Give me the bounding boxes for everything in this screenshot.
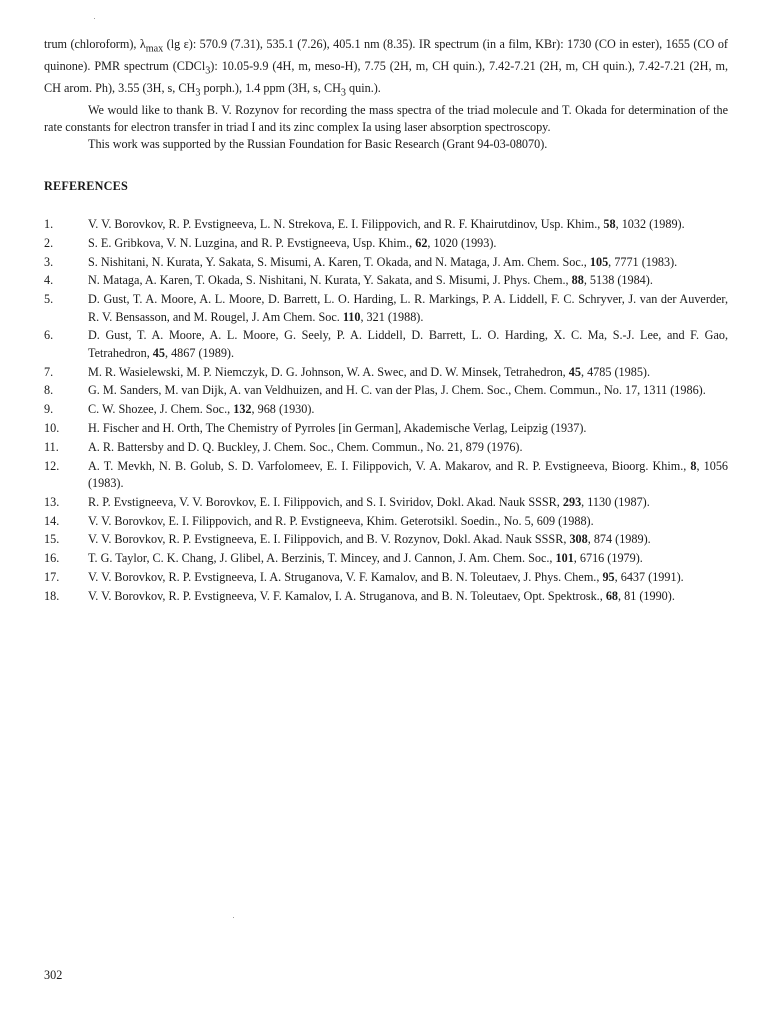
reference-text: D. Gust, T. A. Moore, A. L. Moore, D. Barrett, L. O. Harding, L. R. Markings, P. A. Liddell, F. C. Schryver, J. van der Auverder, R. V. Bensasson, and M. Rougel, J. Am Chem. Soc. 110, 321 (1988).: [88, 292, 728, 324]
reference-item: [44, 401, 728, 418]
reference-text: V. V. Borovkov, E. I. Filippovich, and R. P. Evstigneeva, Khim. Geterotsikl. Soedin., No. 5, 609 (1988).: [88, 513, 594, 528]
reference-text: R. P. Evstigneeva, V. V. Borovkov, E. I. Filippovich, and S. I. Sviridov, Dokl. Akad. Nauk SSSR, 293, 1130 (1987).: [88, 494, 650, 509]
reference-number: 2.: [44, 235, 54, 250]
spectrum-paragraph: trum (chloroform), $\lambda_{max}$ (lg ε): 570.9 (7.31), 535.1 (7.26), 405.1 nm (8.35). IR spectrum (in a film, KBr): 1730 (CO in ester), 1655 (CO of quinone). PMR spectrum (CDCl$_3$): 10.05-9.9 (4H, m, meso-H), 7.75 (2H, m, CH quin.), 7.42-7.21 (2H, m, CH quin.), 7.42-7.21 (2H, m, CH arom. Ph), 3.55 (3H, s, $CH_3$ porph.), 1.4 ppm (3H, s, $CH_3$ quin.).: [44, 37, 728, 99]
reference-number: 7.: [44, 364, 54, 379]
reference-number: 8.: [44, 383, 54, 398]
reference-item: [44, 235, 728, 252]
reference-item: [44, 439, 728, 456]
reference-number: 6.: [44, 328, 54, 343]
reference-number: 17.: [44, 569, 60, 584]
reference-item: [44, 458, 728, 493]
reference-item: [44, 216, 728, 233]
reference-item: [44, 254, 728, 271]
reference-text: A. R. Battersby and D. Q. Buckley, J. Chem. Soc., Chem. Commun., No. 21, 879 (1976).: [88, 439, 523, 454]
reference-item: [44, 291, 728, 326]
reference-number: 16.: [44, 551, 60, 566]
reference-item: [44, 513, 728, 530]
scan-speck: [94, 18, 95, 19]
reference-number: 1.: [44, 217, 54, 231]
reference-text: H. Fischer and H. Orth, The Chemistry of Pyrroles [in German], Akademische Verlag, Leipzig (1937).: [88, 420, 587, 435]
reference-number: 12.: [44, 458, 60, 473]
page-number: 302: [44, 968, 63, 982]
reference-item: [44, 272, 728, 289]
reference-number: 4.: [44, 273, 54, 288]
references-heading: REFERENCES: [44, 179, 128, 193]
reference-item: [44, 588, 728, 605]
reference-text: C. W. Shozee, J. Chem. Soc., 132, 968 (1930).: [88, 402, 315, 417]
reference-text: A. T. Mevkh, N. B. Golub, S. D. Varfolomeev, E. I. Filippovich, V. A. Makarov, and R. P. Evstigneeva, Bioorg. Khim., 8, 1056 (1983).: [88, 458, 729, 490]
reference-number: 3.: [44, 254, 54, 269]
reference-text: S. Nishitani, N. Kurata, Y. Sakata, S. Misumi, A. Karen, T. Okada, and N. Mataga, J. Am. Chem. Soc., 105, 7771 (1983).: [88, 254, 678, 269]
reference-item: [44, 382, 728, 399]
reference-text: M. R. Wasielewski, M. P. Niemczyk, D. G. Johnson, W. A. Swec, and D. W. Minsek, Tetrahedron, 45, 4785 (1985).: [88, 364, 651, 379]
reference-item: [44, 420, 728, 437]
reference-item: [44, 494, 728, 511]
reference-item: [44, 569, 728, 586]
reference-text: V. V. Borovkov, R. P. Evstigneeva, V. F. Kamalov, I. A. Struganova, and B. N. Toleutaev, Opt. Spektrosk., 68, 81 (1990).: [88, 588, 675, 603]
reference-item: [44, 531, 728, 548]
reference-item: [44, 550, 728, 567]
references-list: [44, 216, 728, 607]
reference-text: V. V. Borovkov, R. P. Evstigneeva, L. N. Strekova, E. I. Filippovich, and R. F. Khairutdinov, Usp. Khim., 58, 1032 (1989).: [88, 217, 685, 231]
reference-number: 5.: [44, 292, 54, 307]
body-text: [44, 36, 728, 154]
reference-text: G. M. Sanders, M. van Dijk, A. van Veldhuizen, and H. C. van der Plas, J. Chem. Soc., Chem. Commun., No. 17, 1311 (1986).: [88, 383, 706, 398]
reference-number: 18.: [44, 588, 60, 603]
reference-item: [44, 327, 728, 362]
reference-number: 10.: [44, 420, 60, 435]
scan-speck: [233, 917, 234, 918]
reference-number: 15.: [44, 532, 60, 547]
funding-paragraph: This work was supported by the Russian Foundation for Basic Research (Grant 94-03-08070).: [88, 137, 548, 152]
reference-text: V. V. Borovkov, R. P. Evstigneeva, I. A. Struganova, V. F. Kamalov, and B. N. Toleutaev, J. Phys. Chem., 95, 6437 (1991).: [88, 569, 684, 584]
reference-number: 11.: [44, 439, 59, 454]
reference-text: N. Mataga, A. Karen, T. Okada, S. Nishitani, N. Kurata, Y. Sakata, and S. Misumi, J. Phys. Chem., 88, 5138 (1984).: [88, 273, 653, 288]
reference-text: V. V. Borovkov, R. P. Evstigneeva, E. I. Filippovich, and B. V. Rozynov, Dokl. Akad. Nauk SSSR, 308, 874 (1989).: [88, 532, 651, 547]
reference-text: D. Gust, T. A. Moore, A. L. Moore, G. Seely, P. A. Liddell, D. Barrett, L. O. Harding, X. C. Ma, S.-J. Lee, and F. Gao, Tetrahedron, 45, 4867 (1989).: [88, 328, 728, 360]
reference-text: S. E. Gribkova, V. N. Luzgina, and R. P. Evstigneeva, Usp. Khim., 62, 1020 (1993).: [88, 235, 497, 250]
acknowledgment-paragraph: We would like to thank B. V. Rozynov for recording the mass spectra of the triad molecule and T. Okada for determination of the rate constants for electron transfer in triad I and its zinc complex Ia using laser absorption spectroscopy.: [44, 102, 728, 134]
reference-item: [44, 364, 728, 381]
reference-number: 14.: [44, 513, 60, 528]
reference-text: T. G. Taylor, C. K. Chang, J. Glibel, A. Berzinis, T. Mincey, and J. Cannon, J. Am. Chem. Soc., 101, 6716 (1979).: [88, 551, 643, 566]
reference-number: 9.: [44, 402, 54, 417]
reference-number: 13.: [44, 494, 60, 509]
